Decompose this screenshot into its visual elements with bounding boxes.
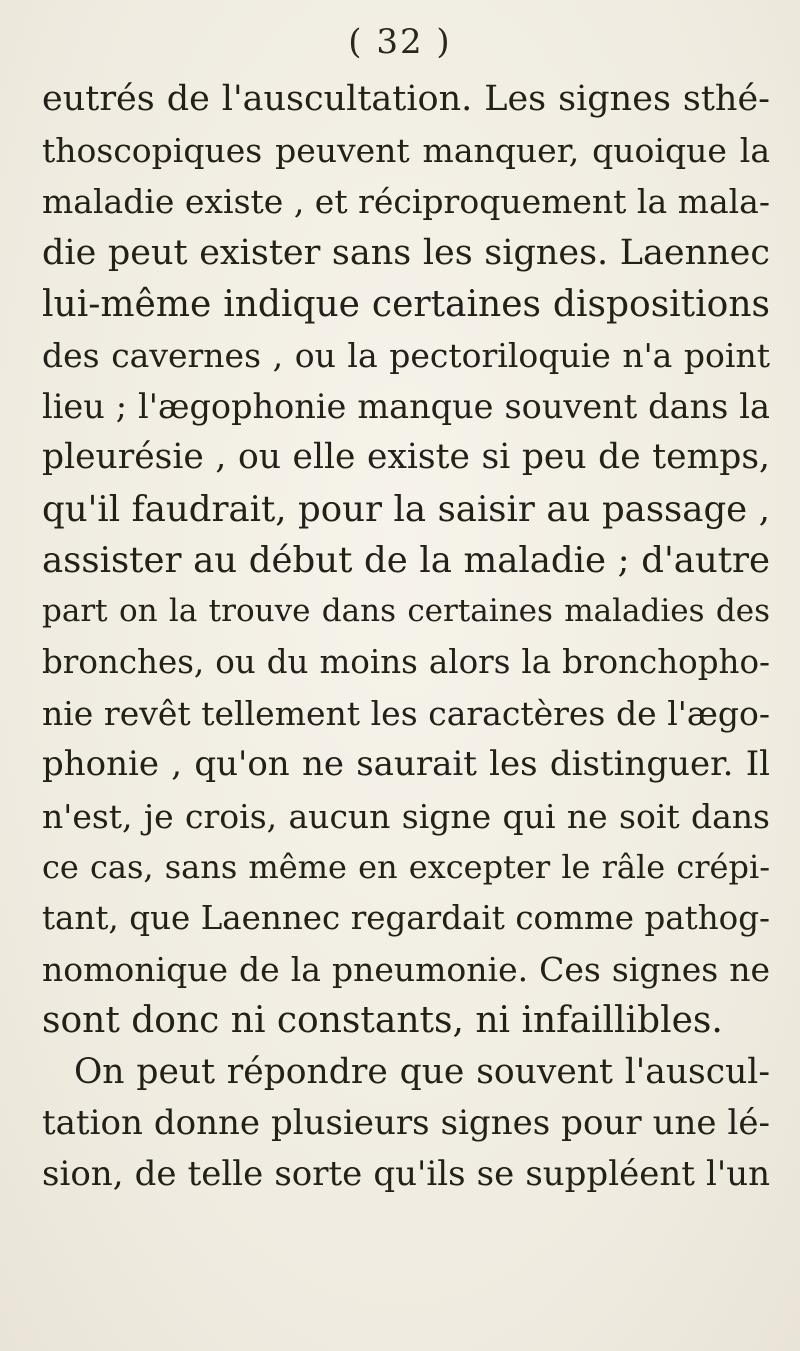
text-line: thoscopiques peuvent manquer, quoique la bbox=[42, 131, 770, 171]
text-line: tant, que Laennec regardait comme pathog- bbox=[42, 899, 770, 937]
text-line: qu'il faudrait, pour la saisir au passage , bbox=[42, 488, 770, 530]
text-line: assister au début de la maladie ; d'autre bbox=[42, 539, 770, 581]
text-line: n'est, je crois, aucun signe qui ne soit dans bbox=[42, 796, 770, 836]
text-line: pleurésie , ou elle existe si peu de temps, bbox=[42, 437, 770, 478]
text-line: ce cas, sans même en excepter le râle crépi- bbox=[42, 847, 770, 886]
text-line: part on la trouve dans certaines maladies des bbox=[42, 592, 770, 629]
text-line: die peut exister sans les signes. Laennec bbox=[42, 232, 770, 273]
page-number: ( 32 ) bbox=[348, 22, 452, 62]
text-line: sion, de telle sorte qu'ils se suppléent l'un bbox=[42, 1153, 770, 1194]
text-line: nomonique de la pneumonie. Ces signes ne bbox=[42, 950, 770, 990]
paragraph-end-line: sont donc ni constants, ni infaillibles. bbox=[42, 1000, 723, 1042]
text-line: lui-même indique certaines dispositions bbox=[42, 283, 770, 325]
body-text bbox=[42, 74, 770, 1200]
text-line: eutrés de l'auscultation. Les signes sthé- bbox=[42, 79, 770, 119]
text-line: tation donne plusieurs signes pour une lé- bbox=[42, 1102, 770, 1143]
text-line: bronches, ou du moins alors la bronchopho- bbox=[42, 643, 770, 682]
text-line: lieu ; l'ægophonie manque souvent dans la bbox=[42, 387, 770, 427]
text-line: phonie , qu'on ne saurait les distinguer. Il bbox=[42, 744, 770, 785]
text-line: des cavernes , ou la pectoriloquie n'a point bbox=[42, 335, 770, 375]
text-line: nie revêt tellement les caractères de l'ægo- bbox=[42, 694, 770, 734]
paragraph-start-line: On peut répondre que souvent l'auscul- bbox=[74, 1051, 770, 1092]
text-line: maladie existe , et réciproquement la mala- bbox=[42, 182, 770, 222]
